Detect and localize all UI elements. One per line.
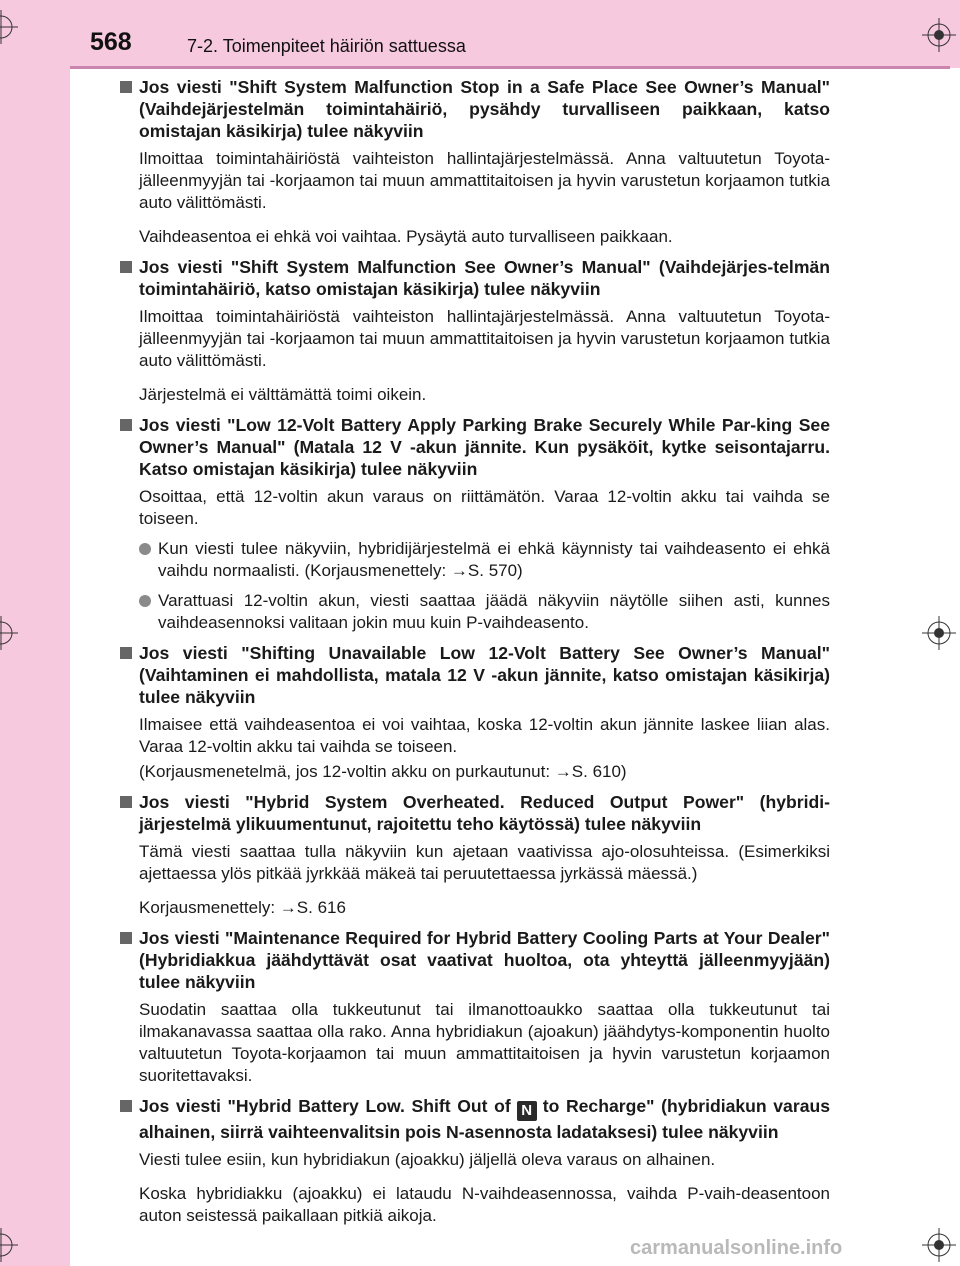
body-paragraph: Tämä viesti saattaa tulla näkyviin kun ajetaan vaativissa ajo-olosuhteissa. (Esimerkiksi ajettaessa ylös pitkää jyrkkää mäkeä tai peruutettaessa jyrkässä mäessä.) xyxy=(139,842,830,883)
page-content xyxy=(118,76,830,1227)
body-paragraph: Osoittaa, että 12-voltin akun varaus on riittämätön. Varaa 12-voltin akku tai vaihda se toiseen. xyxy=(139,487,830,528)
square-bullet-icon xyxy=(120,81,132,93)
watermark: carmanualsonline.info xyxy=(630,1237,843,1259)
registration-mark-icon xyxy=(0,10,18,44)
square-bullet-icon xyxy=(120,932,132,944)
section-heading xyxy=(118,76,830,142)
list-item-text: Kun viesti tulee näkyviin, hybridijärjestelmä ei ehkä käynnisty tai vaihdeasento ei ehkä vaihdu normaalisti. (Korjausmenettely: →S. 570) xyxy=(158,539,830,580)
circle-bullet-icon xyxy=(139,595,151,607)
heading-text: Jos viesti "Low 12-Volt Battery Apply Parking Brake Securely While Par-king See Owner’s Manual" (Matala 12 V -akun jännite. Kun pysäköit, kytke seisontajarru. Katso omistajan käsikirja) tulee näkyviin xyxy=(139,415,830,479)
registration-mark-icon xyxy=(922,616,956,650)
square-bullet-icon xyxy=(120,261,132,273)
page-number: 568 xyxy=(90,28,132,56)
list-item xyxy=(118,538,830,582)
registration-mark-icon xyxy=(922,18,956,52)
section-heading xyxy=(118,256,830,300)
heading-text: Jos viesti "Maintenance Required for Hybrid Battery Cooling Parts at Your Dealer" (Hybridiakkua jäähdyttävät osat vaativat huoltoa, ota yhteyttä jälleenmyyjään) tulee näkyviin xyxy=(139,928,830,992)
section-heading xyxy=(118,642,830,708)
n-position-icon: N xyxy=(517,1101,537,1121)
body-paragraph: Ilmoittaa toimintahäiriöstä vaihteiston hallintajärjestelmässä. Anna valtuutetun Toyota-jälleenmyyjän tai -korjaamon tai muun ammattitaitoisen ja hyvin varustetun korjaamon tutkia auto välittömästi. xyxy=(139,149,830,212)
body-paragraph: Suodatin saattaa olla tukkeutunut tai ilmanottoaukko saattaa olla tukkeutunut tai ilmakanavassa saattaa olla rako. Anna hybridiakun (ajoakun) jäähdytys-komponentin huolto valtuutetun Toyota-korjaamon tai muun ammattitaitoisen ja hyvin varustetun korjaamon suoritettavaksi. xyxy=(139,1000,830,1085)
registration-mark-icon xyxy=(922,1228,956,1262)
body-paragraph: Vaihdeasentoa ei ehkä voi vaihtaa. Pysäytä auto turvalliseen paikkaan. xyxy=(139,227,673,246)
square-bullet-icon xyxy=(120,796,132,808)
heading-text: Jos viesti "Shift System Malfunction See Owner’s Manual" (Vaihdejärjes-telmän toimintahäiriö, katso omistajan käsikirja) tulee näkyviin xyxy=(139,257,830,299)
heading-text: Jos viesti "Shift System Malfunction Stop in a Safe Place See Owner’s Manual" (Vaihdejärjestelmän toimintahäiriö, pysähdy turvalliseen paikkaan, katso omistajan käsikirja) tulee näkyviin xyxy=(139,77,830,141)
heading-text: Jos viesti "Shifting Unavailable Low 12-Volt Battery See Owner’s Manual" (Vaihtaminen ei mahdollista, matala 12 V -akun jännite, katso omistajan käsikirja) tulee näkyviin xyxy=(139,643,830,707)
square-bullet-icon xyxy=(120,647,132,659)
section-title: 7-2. Toimenpiteet häiriön sattuessa xyxy=(187,36,466,56)
circle-bullet-icon xyxy=(139,543,151,555)
body-paragraph: Ilmoittaa toimintahäiriöstä vaihteiston hallintajärjestelmässä. Anna valtuutetun Toyota-jälleenmyyjän tai -korjaamon tai muun ammattitaitoisen ja hyvin varustetun korjaamon tutkia auto välittömästi. xyxy=(139,307,830,370)
list-item xyxy=(118,590,830,634)
body-paragraph: (Korjausmenetelmä, jos 12-voltin akku on purkautunut: →S. 610) xyxy=(139,762,627,781)
section-heading xyxy=(118,1095,830,1143)
registration-mark-icon xyxy=(0,1228,18,1262)
page-header xyxy=(70,0,960,68)
header-divider xyxy=(70,66,950,69)
body-paragraph: Korjausmenettely: →S. 616 xyxy=(139,898,346,917)
body-paragraph: Koska hybridiakku (ajoakku) ei lataudu N-vaihdeasennossa, vaihda P-vaih-deasentoon auton seistessä paikallaan pitkiä aikoja. xyxy=(139,1184,830,1225)
body-paragraph: Ilmaisee että vaihdeasentoa ei voi vaihtaa, koska 12-voltin akun jännite laskee liian alas. Varaa 12-voltin akku tai vaihda se toiseen. xyxy=(139,715,830,756)
section-heading xyxy=(118,791,830,835)
body-paragraph: Järjestelmä ei välttämättä toimi oikein. xyxy=(139,385,427,404)
heading-text: Jos viesti "Hybrid System Overheated. Reduced Output Power" (hybridi-järjestelmä ylikuumentunut, rajoitettu teho käytössä) tulee näkyviin xyxy=(139,792,830,834)
section-heading xyxy=(118,927,830,993)
heading-text-part: Jos viesti "Hybrid Battery Low. Shift Out of xyxy=(139,1096,511,1116)
section-heading xyxy=(118,414,830,480)
heading-text-part: to Recharge" (hybridiakun varaus alhainen, siirrä vaihteenvalitsin pois N-asennosta ladataksesi) tulee näkyviin xyxy=(139,1096,831,1142)
square-bullet-icon xyxy=(120,419,132,431)
registration-mark-icon xyxy=(0,616,18,650)
list-item-text: Varattuasi 12-voltin akun, viesti saattaa jäädä näkyviin näytölle siihen asti, kunnes vaihdeasennoksi valitaan jokin muu kuin P-vaihdeasento. xyxy=(158,591,830,632)
body-paragraph: Viesti tulee esiin, kun hybridiakun (ajoakku) jäljellä oleva varaus on alhainen. xyxy=(139,1150,716,1169)
square-bullet-icon xyxy=(120,1100,132,1112)
